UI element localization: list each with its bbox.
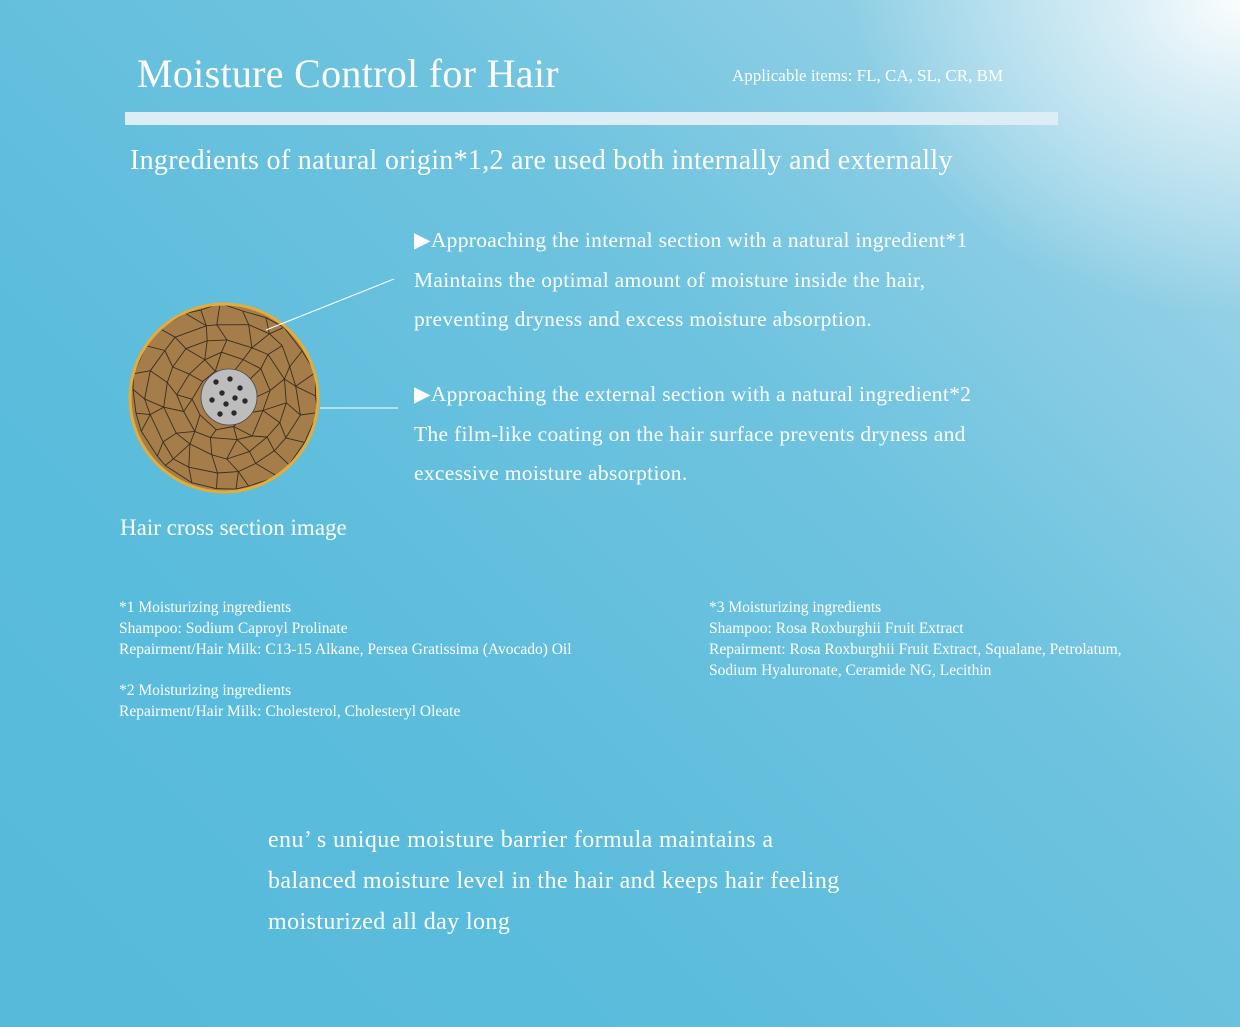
footnote-line: Shampoo: Sodium Caproyl Prolinate [119, 620, 348, 637]
footnote-line: Sodium Hyaluronate, Ceramide NG, Lecithin [709, 662, 992, 679]
closing-line: balanced moisture level in the hair and keeps hair feeling [268, 868, 840, 894]
internal-heading: ▶Approaching the internal section with a natural ingredient*1 [414, 228, 968, 252]
footnote-line: Shampoo: Rosa Roxburghii Fruit Extract [709, 620, 964, 637]
external-line: excessive moisture absorption. [414, 461, 688, 485]
page-title: Moisture Control for Hair [137, 51, 559, 96]
medulla-dot [223, 401, 228, 406]
medulla-dot [219, 390, 224, 395]
medulla-dot [232, 395, 237, 400]
closing-statement [268, 820, 840, 943]
medulla-dot [231, 410, 236, 415]
footnote-title: *2 Moisturizing ingredients [119, 682, 292, 699]
applicable-items: Applicable items: FL, CA, SL, CR, BM [732, 66, 1004, 85]
footnotes-right [709, 597, 1122, 681]
closing-line: enu’ s unique moisture barrier formula maintains a [268, 827, 774, 853]
internal-pointer-line [266, 279, 394, 330]
footnote-line: Repairment: Rosa Roxburghii Fruit Extract, Squalane, Petrolatum, [709, 641, 1122, 658]
medulla-dot [237, 385, 242, 390]
medulla-dot [227, 376, 232, 381]
medulla-dot [213, 379, 218, 384]
diagram-caption: Hair cross section image [120, 515, 347, 540]
internal-line: preventing dryness and excess moisture absorption. [414, 307, 873, 331]
medulla-dot [242, 398, 247, 403]
external-line: The film-like coating on the hair surface prevents dryness and [414, 421, 966, 446]
medulla-dot [217, 411, 222, 416]
internal-description [414, 221, 968, 340]
footnote-title: *1 Moisturizing ingredients [119, 599, 292, 616]
footnote-title: *3 Moisturizing ingredients [709, 599, 882, 616]
external-description [414, 375, 971, 494]
external-heading: ▶Approaching the external section with a natural ingredient*2 [414, 382, 972, 406]
footnote-line: Repairment/Hair Milk: C13-15 Alkane, Persea Gratissima (Avocado) Oil [119, 641, 572, 658]
closing-line: moisturized all day long [268, 909, 511, 935]
internal-line: Maintains the optimal amount of moisture inside the hair, [414, 267, 926, 292]
footnote-line: Repairment/Hair Milk: Cholesterol, Cholesteryl Oleate [119, 703, 461, 720]
footnotes-left [119, 597, 572, 722]
subtitle: Ingredients of natural origin*1,2 are used both internally and externally [130, 145, 953, 176]
medulla-dot [209, 397, 214, 402]
